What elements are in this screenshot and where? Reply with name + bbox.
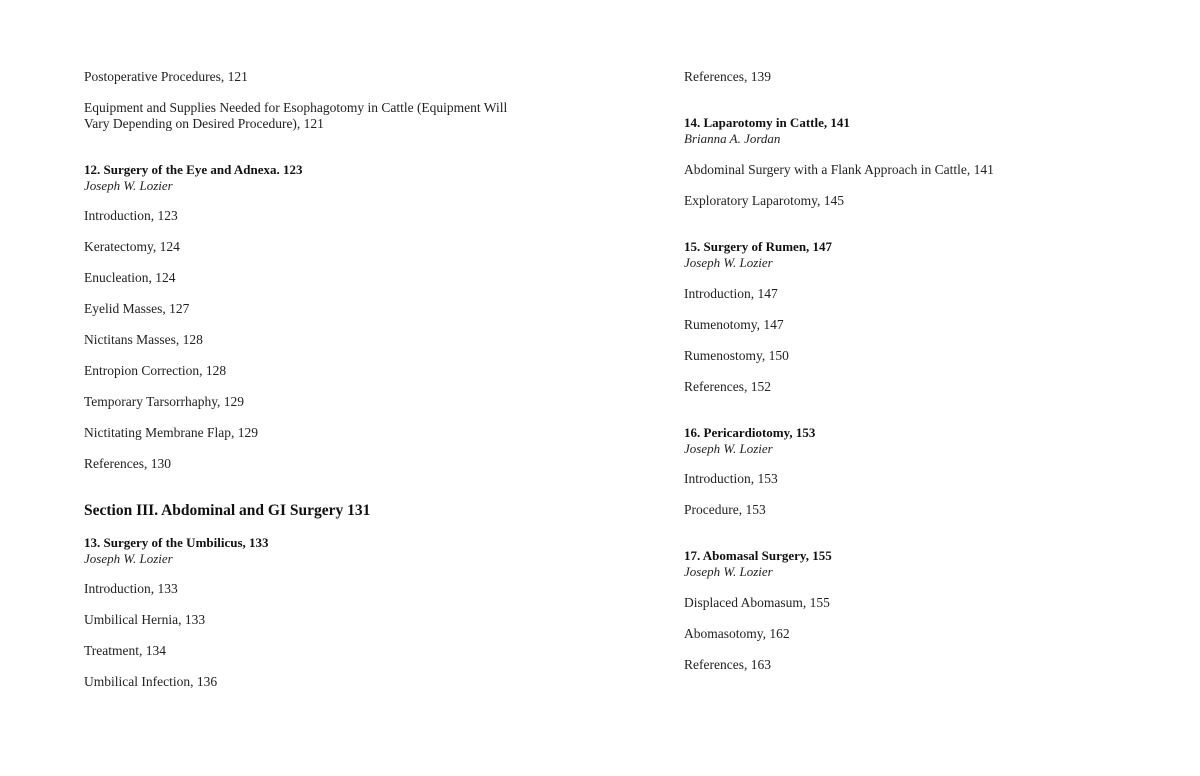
chapter-12-title[interactable]: 12. Surgery of the Eye and Adnexa. 123 [84,162,303,177]
toc-entry-umbilical-infection[interactable]: Umbilical Infection, 136 [84,674,218,689]
chapter-15-author: Joseph W. Lozier [684,255,773,270]
toc-entry-ch15-introduction[interactable]: Introduction, 147 [684,286,778,301]
toc-entry-umbilical-hernia[interactable]: Umbilical Hernia, 133 [84,612,206,627]
toc-entry-abomasotomy[interactable]: Abomasotomy, 162 [684,626,790,641]
toc-entry-ch12-references[interactable]: References, 130 [84,456,171,471]
chapter-14-title[interactable]: 14. Laparotomy in Cattle, 141 [684,115,850,130]
toc-entry-rumenostomy[interactable]: Rumenostomy, 150 [684,348,789,363]
toc-entry-displaced-abomasum[interactable]: Displaced Abomasum, 155 [684,595,830,610]
chapter-17-author: Joseph W. Lozier [684,564,773,579]
chapter-17-heading [684,548,832,580]
chapter-16-author: Joseph W. Lozier [684,441,773,456]
toc-entry-postoperative-procedures[interactable]: Postoperative Procedures, 121 [84,69,248,84]
toc-entry-esophagotomy-equipment[interactable]: Equipment and Supplies Needed for Esophagotomy in Cattle (Equipment Will Vary Depending on Desired Procedure), 121 [84,100,508,131]
chapter-17-title[interactable]: 17. Abomasal Surgery, 155 [684,548,832,563]
toc-entry-ch15-references[interactable]: References, 152 [684,379,771,394]
toc-entry-ch13-introduction[interactable]: Introduction, 133 [84,581,178,596]
chapter-15-title[interactable]: 15. Surgery of Rumen, 147 [684,239,833,254]
toc-entry-entropion-correction[interactable]: Entropion Correction, 128 [84,363,227,378]
toc-entry-ch17-references[interactable]: References, 163 [684,657,771,672]
chapter-13-author: Joseph W. Lozier [84,551,173,566]
toc-entry-temporary-tarsorrhaphy[interactable]: Temporary Tarsorrhaphy, 129 [84,394,245,409]
toc-entry-ch12-introduction[interactable]: Introduction, 123 [84,208,178,223]
chapter-16-heading [684,425,815,457]
toc-entry-exploratory-laparotomy[interactable]: Exploratory Laparotomy, 145 [684,193,844,208]
toc-entry-nictitating-membrane-flap[interactable]: Nictitating Membrane Flap, 129 [84,425,258,440]
chapter-12-author: Joseph W. Lozier [84,178,173,193]
toc-entry-nictitans-masses[interactable]: Nictitans Masses, 128 [84,332,203,347]
chapter-14-heading [684,115,850,147]
toc-entry-references-139[interactable]: References, 139 [684,69,771,84]
chapter-13-heading [84,535,269,567]
toc-entry-enucleation[interactable]: Enucleation, 124 [84,270,176,285]
section-iii-heading[interactable]: Section III. Abdominal and GI Surgery 131 [84,502,371,519]
chapter-14-author: Brianna A. Jordan [684,131,781,146]
toc-entry-keratectomy[interactable]: Keratectomy, 124 [84,239,180,254]
chapter-15-heading [684,239,832,271]
toc-entry-flank-approach[interactable]: Abdominal Surgery with a Flank Approach in Cattle, 141 [684,162,994,177]
toc-entry-eyelid-masses[interactable]: Eyelid Masses, 127 [84,301,190,316]
chapter-16-title[interactable]: 16. Pericardiotomy, 153 [684,425,816,440]
chapter-12-heading [84,162,302,194]
toc-entry-ch16-introduction[interactable]: Introduction, 153 [684,471,778,486]
toc-entry-treatment[interactable]: Treatment, 134 [84,643,166,658]
toc-entry-procedure[interactable]: Procedure, 153 [684,502,766,517]
chapter-13-title[interactable]: 13. Surgery of the Umbilicus, 133 [84,535,269,550]
toc-entry-rumenotomy[interactable]: Rumenotomy, 147 [684,317,784,332]
